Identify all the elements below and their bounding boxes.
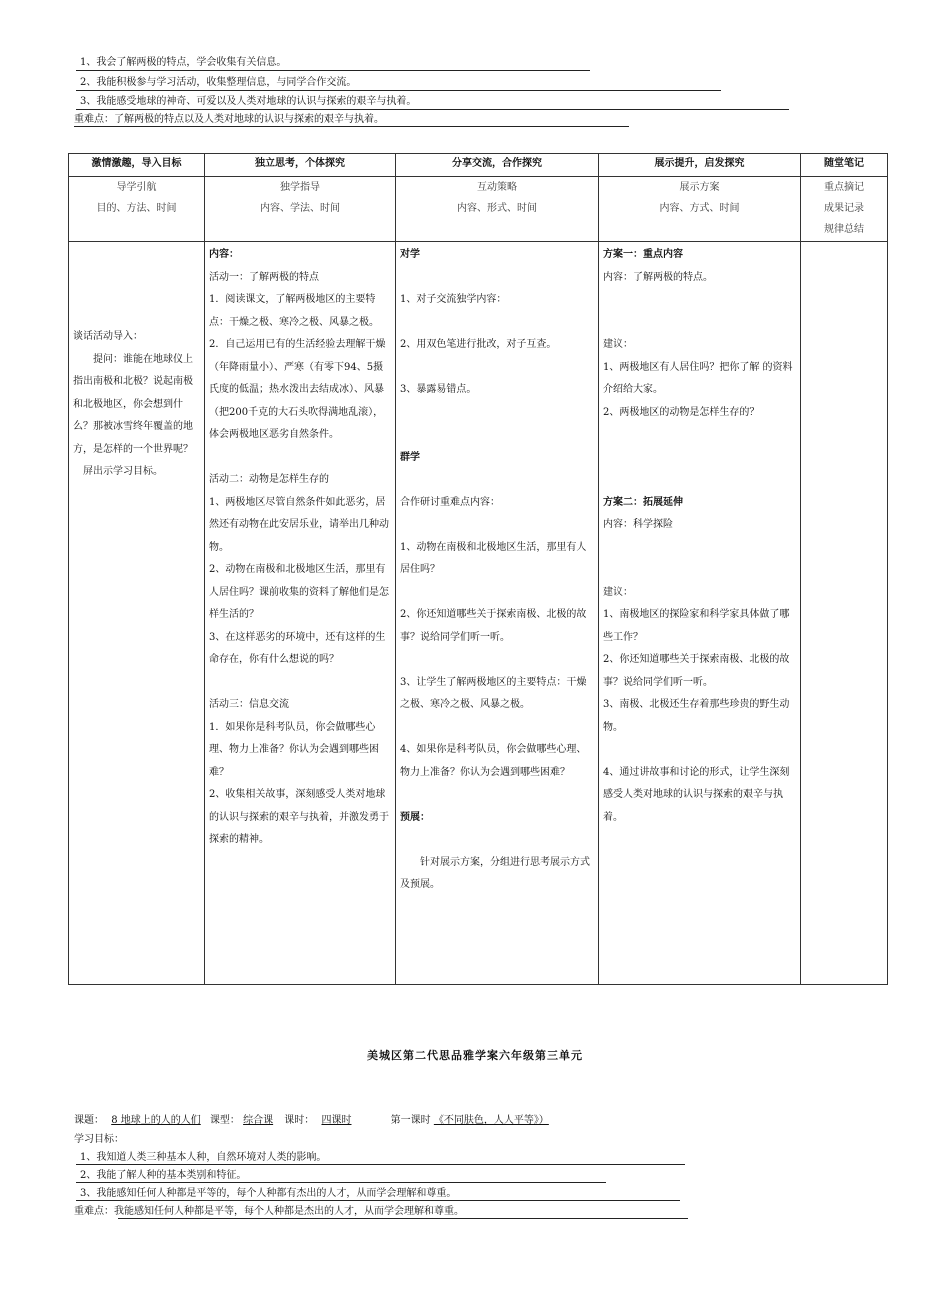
underline — [76, 90, 721, 91]
subheader-text: 内容、方式、时间 — [659, 203, 740, 214]
group-study-item: 3、让学生了解两极地区的主要特点：干燥之极、寒冷之极、风暴之极。 — [400, 676, 587, 710]
plan-1-suggest-label: 建议： — [603, 339, 633, 350]
group-study-intro: 合作研讨重难点内容： — [400, 496, 500, 508]
lesson-plan-table — [68, 153, 888, 985]
intro-show-goals: 屏出示学习目标。 — [73, 466, 163, 477]
plan-2-content: 内容：科学探险 — [603, 519, 673, 530]
objective-2: 2、我能积极参与学习活动，收集整理信息，与同学合作交流。 — [80, 77, 357, 88]
lesson-info — [74, 1114, 549, 1128]
plan-2-item: 2、你还知道哪些关于探索南极、北极的故事？说给同学们听一听。 — [603, 654, 790, 688]
type-value: 综合课 — [243, 1115, 274, 1126]
subheader-col-4 — [599, 177, 801, 242]
body-col-2 — [205, 242, 396, 985]
subheader-text: 重点摘记 — [824, 182, 864, 193]
subheader-text: 内容、形式、时间 — [457, 203, 537, 214]
plan-2-item: 1、南极地区的探险家和科学家具体做了哪些工作？ — [603, 609, 790, 643]
subheader-text: 互动策略 — [477, 182, 517, 193]
first-period-value: 《不同肤色，人人平等》） — [433, 1115, 549, 1126]
body-col-4 — [599, 242, 801, 985]
underline — [76, 1200, 680, 1201]
activity-1-item: 1．阅读课文，了解两极地区的主要特点：干燥之极、寒冷之极、风暴之极。 — [209, 294, 379, 328]
subheader-text: 内容、学法、时间 — [260, 203, 340, 214]
key-point: 重难点：了解两极的特点以及人类对地球的认识与探索的艰辛与执着。 — [74, 114, 384, 125]
underline — [76, 1164, 685, 1165]
header-col-4: 展示提升，启发探究 — [599, 154, 801, 177]
topic-label: 课题： — [74, 1115, 104, 1126]
subheader-col-2 — [205, 177, 396, 242]
group-study-item: 1、动物在南极和北极地区生活，那里有人居住吗？ — [400, 541, 587, 575]
activity-3-item: 2、收集相关故事，深刻感受人类对地球的认识与探索的艰辛与执着，并激发勇于探索的精神。 — [209, 789, 389, 845]
header-col-3: 分享交流，合作探究 — [396, 154, 599, 177]
objective-3: 3、我能感受地球的神奇、可爱以及人类对地球的认识与探索的艰辛与执着。 — [80, 96, 417, 107]
page-title: 美城区第二代思品雅学案六年级第三单元 — [367, 1049, 583, 1062]
activity-1-title: 活动一：了解两极的特点 — [209, 271, 319, 283]
hours-value: 四课时 — [321, 1115, 352, 1126]
plan-2-item: 3、南极、北极还生存着那些珍贵的野生动物。 — [603, 699, 790, 733]
goal-3: 3、我能感知任何人种都是平等的，每个人种都有杰出的人才，从而学会理解和尊重。 — [80, 1188, 457, 1199]
first-period-label: 第一课时 — [390, 1115, 431, 1126]
plan-2-suggest-label: 建议： — [603, 586, 633, 598]
plan-2-item: 4、通过讲故事和讨论的形式，让学生深刻感受人类对地球的认识与探索的艰辛与执着。 — [603, 766, 790, 823]
objective-1: 1、我会了解两极的特点，学会收集有关信息。 — [80, 57, 287, 68]
header-col-1: 激情激趣，导入目标 — [69, 154, 205, 177]
underline — [76, 1182, 606, 1183]
subheader-text: 规律总结 — [824, 224, 864, 235]
intro-heading: 谈话活动导入： — [73, 331, 143, 342]
subheader-col-1 — [69, 177, 205, 242]
group-study-item: 4、如果你是科考队员，你会做哪些心理、物力上准备？你认为会遇到哪些困难？ — [400, 744, 587, 778]
underline — [76, 109, 789, 110]
goals-label: 学习目标： — [74, 1134, 124, 1145]
goal-2: 2、我能了解人种的基本类别和特征。 — [80, 1170, 247, 1181]
subheader-text: 导学引航 — [116, 182, 157, 193]
group-study-title: 群学 — [400, 451, 420, 463]
activity-2-item: 3、在这样恶劣的环境中，还有这样的生命存在，你有什么想说的吗？ — [209, 631, 386, 665]
plan-1-title: 方案一：重点内容 — [603, 249, 683, 260]
plan-1-item: 1、两极地区有人居住吗？把你了解 的资料介绍给大家。 — [603, 361, 793, 395]
subheader-col-3 — [396, 177, 599, 242]
underline — [74, 126, 629, 127]
intro-question: 提问：谁能在地球仪上指出南极和北极？说起南极和北极地区，你会想到什么？那被冰雪终年覆盖的地方，是怎样的一个世界呢？ — [73, 353, 193, 455]
body-col-5-notes — [801, 242, 888, 985]
activity-3-title: 活动三：信息交流 — [209, 699, 289, 710]
content-label: 内容： — [209, 249, 239, 260]
key-point-2: 重难点：我能感知任何人种都是平等，每个人种都是杰出的人才，从而学会理解和尊重。 — [74, 1206, 464, 1217]
pair-study-item: 2、用双色笔进行批改，对子互查。 — [400, 339, 557, 350]
underline — [76, 70, 590, 71]
body-col-3 — [396, 242, 599, 985]
plan-1-content: 内容：了解两极的特点。 — [603, 271, 713, 283]
pair-study-item: 1、对子交流独学内容： — [400, 294, 507, 305]
plan-1-item: 2、两极地区的动物是怎样生存的？ — [603, 406, 760, 418]
pair-study-title: 对学 — [400, 249, 420, 260]
activity-1-item: 2．自己运用已有的生活经验去理解干燥（年降雨量小）、严寒（有零下94、5摄氏度的低温；热水泼出去结成冰）、风暴（把200千克的大石头吹得满地乱滚），体会两极地区恶劣自然条件。 — [209, 339, 386, 440]
pair-study-item: 3、暴露易错点。 — [400, 384, 477, 395]
activity-3-item: 1．如果你是科考队员，你会做哪些心理、物力上准备？你认为会遇到哪些困难？ — [209, 721, 379, 778]
topic-value: 8 地球上的人的人们 — [111, 1115, 201, 1126]
plan-2-title: 方案二：拓展延伸 — [603, 496, 683, 508]
header-col-2: 独立思考，个体探究 — [205, 154, 396, 177]
subheader-text: 目的、方法、时间 — [96, 203, 177, 214]
body-col-1 — [69, 242, 205, 985]
preview-title: 预展： — [400, 811, 430, 823]
subheader-col-5 — [801, 177, 888, 242]
header-col-5: 随堂笔记 — [801, 154, 888, 177]
activity-2-item: 2、动物在南极和北极地区生活，那里有人居住吗？课前收集的资料了解他们是怎样生活的？ — [209, 564, 389, 620]
subheader-text: 成果记录 — [824, 203, 864, 214]
subheader-text: 独学指导 — [280, 182, 320, 193]
underline — [118, 1218, 688, 1219]
type-label: 课型： — [209, 1115, 240, 1126]
goal-1: 1、我知道人类三种基本人种，自然环境对人类的影响。 — [80, 1152, 327, 1163]
subheader-text: 展示方案 — [679, 182, 720, 193]
activity-2-item: 1、两极地区尽管自然条件如此恶劣，居然还有动物在此安居乐业，请举出几种动物。 — [209, 496, 389, 553]
group-study-item: 2、你还知道哪些关于探索南极、北极的故事？说给同学们听一听。 — [400, 609, 587, 643]
preview-text: 针对展示方案，分组进行思考展示方式及预展。 — [400, 856, 590, 890]
hours-label: 课时： — [284, 1115, 315, 1126]
activity-2-title: 活动二：动物是怎样生存的 — [209, 474, 329, 485]
